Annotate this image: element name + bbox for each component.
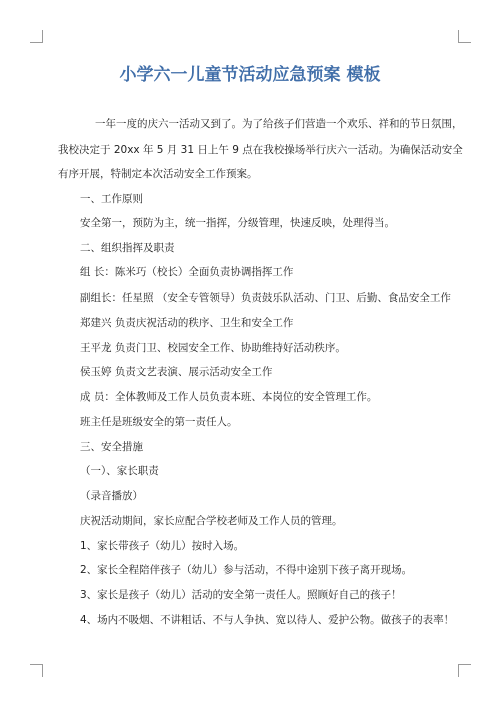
body-line-8: 副组长：任星照 （安全专管领导）负责鼓乐队活动、门卫、后勤、食品安全工作 <box>80 292 451 304</box>
section-heading-3: 三、安全措施 <box>80 441 143 453</box>
crop-mark-top-right <box>458 30 471 43</box>
body-line-3: 有序开展，特制定本次活动安全工作预案。 <box>58 168 258 180</box>
crop-mark-bottom-right <box>458 664 471 677</box>
body-line-17: 庆祝活动期间，家长应配合学校老师及工作人员的管理。 <box>80 515 343 527</box>
body-line-10: 王平龙 负责门卫、校园安全工作、协助维持好活动秩序。 <box>80 342 346 354</box>
crop-mark-bottom-left <box>30 664 43 677</box>
body-line-13: 班主任是班级安全的第一责任人。 <box>80 416 238 428</box>
section-heading-2: 二、组织指挥及职责 <box>80 242 175 254</box>
body-line-2: 我校决定于 20xx 年 5 月 31 日上午 9 点在我校操场举行庆六一活动。为确保活动安全 <box>58 144 463 156</box>
list-item-2: 2、家长全程陪伴孩子（幼儿）参与活动，不得中途别下孩子离开现场。 <box>80 564 413 576</box>
body-line-5: 安全第一，预防为主，统一指挥，分级管理，快速反映，处理得当。 <box>80 217 395 229</box>
list-item-1: 1、家长带孩子（幼儿）按时入场。 <box>80 540 245 552</box>
body-line-12: 成 员：全体教师及工作人员负责本班、本岗位的安全管理工作。 <box>80 391 378 403</box>
crop-mark-top-left <box>30 30 43 43</box>
body-line-16: （录音播放） <box>80 490 143 502</box>
body-line-11: 侯玉婷 负责文艺表演、展示活动安全工作 <box>80 366 273 378</box>
list-item-3: 3、家长是孩子（幼儿）活动的安全第一责任人。照顾好自己的孩子！ <box>80 589 402 601</box>
body-line-9: 郑建兴 负责庆祝活动的秩序、卫生和安全工作 <box>80 317 294 329</box>
body-line-1: 一年一度的庆六一活动又到了。为了给孩子们营造一个欢乐、祥和的节日氛围， <box>95 118 463 130</box>
section-heading-1: 一、工作原则 <box>80 193 143 205</box>
document-title: 小学六一儿童节活动应急预案 模板 <box>119 65 381 85</box>
subsection-heading-1: （一）、家长职责 <box>80 465 159 477</box>
list-item-4: 4、场内不吸烟、不讲粗话、不与人争执、宽以待人、爱护公物。做孩子的表率！ <box>80 614 455 626</box>
body-line-7: 组 长：陈米巧（校长）全面负责协调指挥工作 <box>80 266 294 278</box>
